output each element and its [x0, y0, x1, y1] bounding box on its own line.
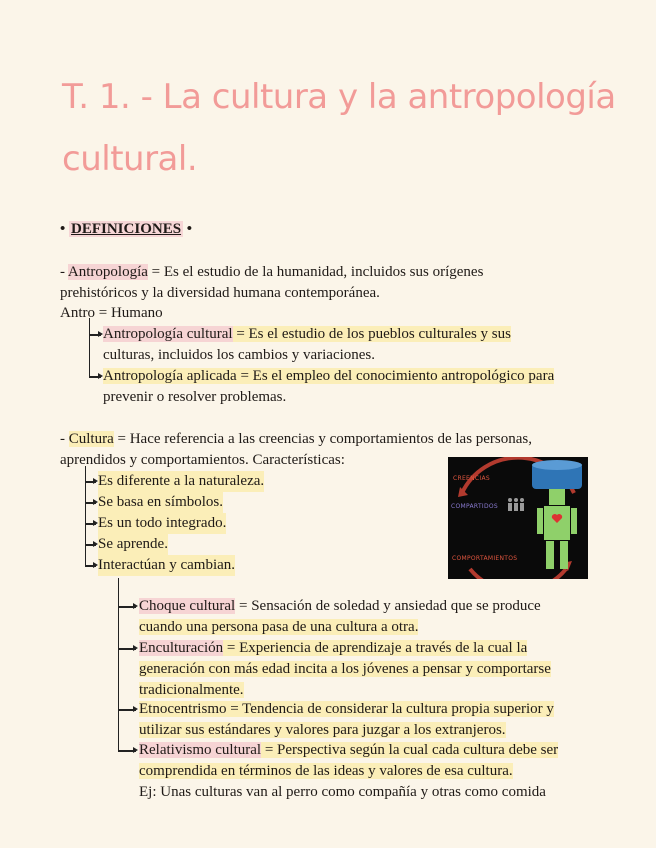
bullet: •	[60, 221, 66, 237]
definition-text: = Sensación de soledad y ansiedad que se produce	[235, 598, 541, 614]
term-antropologia: Antropología	[67, 264, 148, 280]
concept-choque-cultural-line2	[139, 617, 418, 638]
feature-item: Se basa en símbolos.	[98, 492, 223, 513]
definition-text: = Perspectiva según la cual cada cultura debe ser	[261, 742, 559, 758]
feature-item: Es diferente a la naturaleza.	[98, 471, 264, 492]
branch-antropologia-cultural-line2: culturas, incluidos los cambios y variaciones.	[103, 347, 376, 363]
term-cultura: Cultura	[68, 431, 114, 447]
cultura-definition-line2: aprendidos y comportamientos. Características:	[60, 452, 345, 468]
term-etnocentrismo: Etnocentrismo	[139, 701, 227, 717]
definition-text: = Es el empleo del conocimiento antropológico para	[236, 368, 555, 384]
branch-antropologia-aplicada-line2: prevenir o resolver problemas.	[103, 389, 287, 405]
term-antropologia-cultural: Antropología cultural	[103, 326, 233, 342]
arrow-icon	[85, 544, 96, 546]
arrow-icon	[118, 648, 136, 650]
example-text: Ej: Unas culturas van al perro como compañía y otras como comida	[139, 784, 546, 800]
feature-item: Se aprende.	[98, 534, 168, 555]
term-relativismo-cultural: Relativismo cultural	[139, 742, 262, 758]
page-title: T. 1. - La cultura y la antropología cultural.	[62, 77, 616, 179]
arrow-icon	[118, 606, 136, 608]
definition-text: = Es el estudio de la humanidad, incluidos sus orígenes	[147, 264, 484, 280]
section-label: DEFINICIONES	[71, 221, 182, 237]
bullet: •	[186, 221, 193, 237]
arrow-icon	[118, 709, 136, 711]
concept-enculturacion-line2	[139, 659, 551, 680]
definition-text: = Hace referencia a las creencias y comportamientos de las personas,	[113, 431, 533, 447]
term-choque-cultural: Choque cultural	[139, 598, 236, 614]
definition-text: generación con más edad incita a los jóvenes a pensar y comportarse	[139, 661, 551, 677]
concept-etnocentrismo-line2	[139, 720, 506, 741]
arrow-icon	[85, 481, 96, 483]
arrow-icon	[85, 523, 96, 525]
definition-text: cuando una persona pasa de una cultura a otra.	[139, 619, 419, 635]
definition-text: = Experiencia de aprendizaje a través de la cual la	[223, 640, 528, 656]
definition-text: utilizar sus estándares y valores para juzgar a los extranjeros.	[139, 722, 506, 738]
cultura-definition-line1	[60, 429, 532, 450]
concept-etnocentrismo-line1	[139, 699, 554, 720]
definition-text: tradicionalmente.	[139, 682, 244, 698]
concept-relativismo-cultural-line1	[139, 740, 558, 761]
arrow-icon	[85, 502, 96, 504]
feature-item: Interactúan y cambian.	[98, 555, 235, 576]
term-antropologia-aplicada: Antropología aplicada	[103, 368, 237, 384]
concept-enculturacion-line1	[139, 638, 527, 659]
concept-relativismo-cultural-line2	[139, 761, 513, 782]
definition-text: comprendida en términos de las ideas y valores de esa cultura.	[139, 763, 513, 779]
branch-antropologia-aplicada-line1	[103, 366, 554, 387]
section-heading-definiciones	[60, 219, 192, 240]
arrow-icon	[89, 334, 101, 336]
dash: -	[60, 264, 68, 280]
arrow-icon	[118, 750, 136, 752]
dash: -	[60, 431, 69, 447]
arrow-icon	[89, 376, 101, 378]
term-enculturacion: Enculturación	[139, 640, 224, 656]
concept-choque-cultural-line1	[139, 596, 541, 617]
arrow-icon	[85, 565, 96, 567]
tree-connector	[118, 578, 119, 750]
feature-item: Es un todo integrado.	[98, 513, 226, 534]
antro-etymology: Antro = Humano	[60, 305, 163, 321]
definition-text: = Tendencia de considerar la cultura propia superior y	[226, 701, 554, 717]
tree-connector	[89, 318, 90, 376]
concept-enculturacion-line3	[139, 680, 244, 701]
antropologia-definition-line2: prehistóricos y la diversidad humana contemporánea.	[60, 285, 380, 301]
graphic-label-creencias: CREENCIAS	[453, 475, 491, 482]
graphic-label-compartidos: COMPARTIDOS	[451, 503, 499, 510]
branch-antropologia-cultural-line1	[103, 324, 511, 345]
graphic-label-comportamientos: COMPORTAMIENTOS	[452, 555, 518, 562]
definition-text: = Es el estudio de los pueblos culturales y sus	[232, 326, 511, 342]
culture-illustration	[448, 457, 588, 579]
antropologia-definition-line1	[60, 262, 483, 283]
